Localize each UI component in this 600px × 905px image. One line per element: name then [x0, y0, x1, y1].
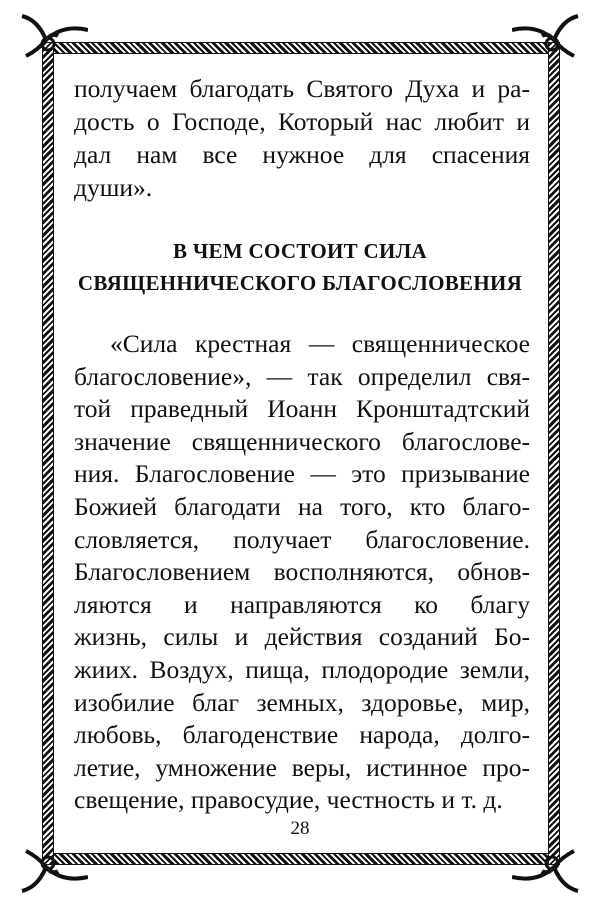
text-line: летие, умножение веры, истинное про-	[74, 752, 530, 782]
text-line: получаем благодать Святого Духа и ра-	[74, 74, 530, 103]
text-line: благословение», — так определил свя-	[74, 361, 530, 391]
frame-left	[42, 42, 54, 865]
text-line: ния. Благословение — это призывание	[74, 459, 530, 489]
text-line: дал нам все нужное для спасения	[74, 140, 530, 169]
text-line: любовь, благоденствие народа, долго-	[74, 720, 530, 750]
text-line: «Сила крестная — священническое	[110, 329, 530, 358]
text-line: дость о Господе, Который нас любит и	[74, 107, 530, 136]
heading-line: В ЧЕМ СОСТОИТ СИЛА	[172, 239, 428, 263]
text-line: Божией благодати на того, кто благо-	[74, 492, 530, 521]
text-line: жиих. Воздух, пища, плодородие земли,	[74, 655, 530, 684]
corner-ornament-top-right	[512, 10, 582, 80]
text-line: свещение, правосудие, честность и т. д.	[74, 785, 503, 815]
frame-top	[42, 42, 560, 54]
page-number: 28	[290, 818, 310, 839]
text-line: словляется, получает благословение.	[74, 524, 530, 554]
corner-ornament-top-left	[18, 10, 88, 80]
text-line: ляются и направляются ко благу	[74, 589, 530, 619]
text-line: Благословением восполняются, обнов-	[74, 557, 530, 587]
heading-line: СВЯЩЕННИЧЕСКОГО БЛАГОСЛОВЕНИЯ	[77, 271, 523, 295]
text-line: изобилие благ земных, здоровье, мир,	[74, 687, 530, 717]
frame-bottom	[42, 853, 560, 865]
frame-right	[548, 42, 560, 865]
text-line: души».	[74, 173, 153, 202]
text-line: жизнь, силы и действия созданий Бо-	[74, 622, 530, 652]
text-line: той праведный Иоанн Кронштадтский	[74, 394, 530, 424]
text-line: значение священнического благослове-	[74, 426, 530, 456]
